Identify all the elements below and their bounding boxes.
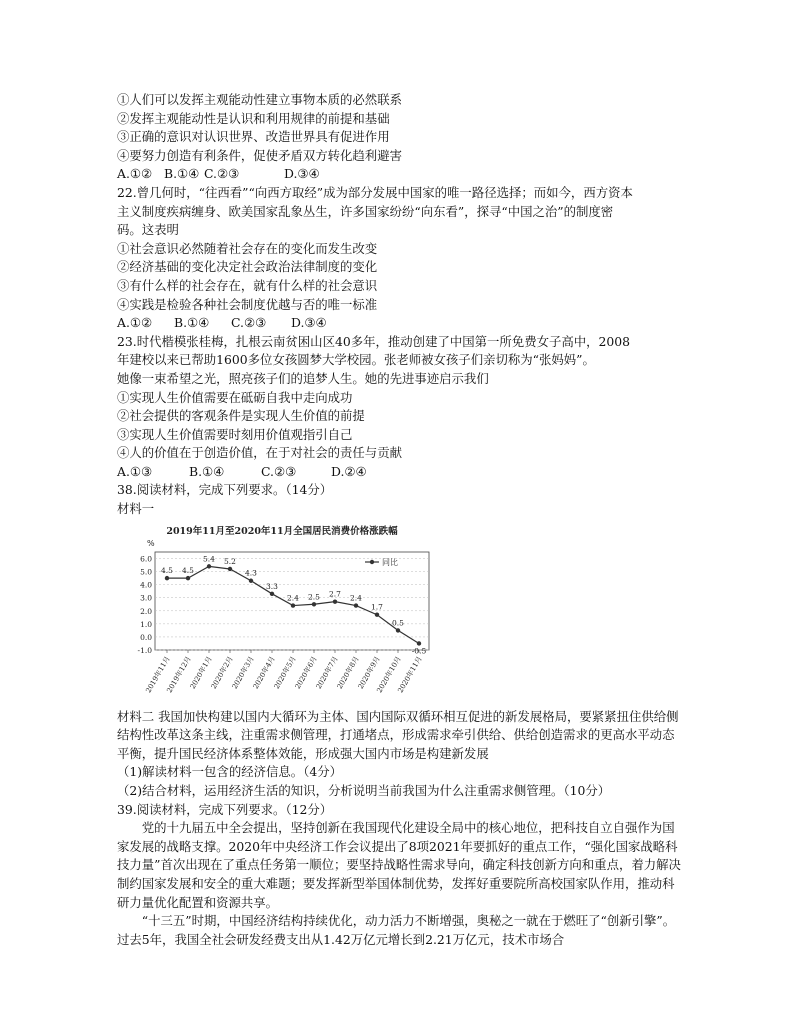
y-tick-label: 6.0 xyxy=(140,554,152,564)
cpi-data-label: 3.3 xyxy=(266,581,278,591)
cpi-data-point xyxy=(375,612,379,616)
cpi-data-point xyxy=(270,591,274,595)
cpi-line-chart xyxy=(117,522,447,702)
x-tick-label: 2020年7月 xyxy=(314,654,340,691)
y-tick-label: 0.0 xyxy=(140,632,152,642)
cpi-data-label: 4.3 xyxy=(245,568,257,578)
cpi-data-point xyxy=(312,602,316,606)
q23-choice-c[interactable]: C.②③ xyxy=(261,463,297,479)
cpi-data-label: 2.7 xyxy=(329,589,341,599)
cpi-data-label: 5.2 xyxy=(224,556,236,566)
q23-choice-a[interactable]: A.①③ xyxy=(117,463,153,479)
q21-choice-b[interactable]: B.①④ xyxy=(164,166,200,182)
q22-choice-a[interactable]: A.①② xyxy=(117,315,153,331)
q22-stem-line-1: 22.曾几何时，“往西看”“向西方取经”成为部分发展中国家的唯一路径选择；而如今，西方资本 xyxy=(117,184,633,200)
cpi-data-label: 0.5 xyxy=(392,618,404,628)
x-tick-label: 2019年11月 xyxy=(144,654,172,694)
chart-title: 2019年11月至2020年11月全国居民消费价格涨跌幅 xyxy=(166,525,398,537)
x-tick-label: 2020年10月 xyxy=(375,654,403,694)
q21-option-1: ①人们可以发挥主观能动性建立事物本质的必然联系 xyxy=(117,92,402,107)
cpi-data-label: 2.4 xyxy=(350,593,362,603)
q21-option-4: ④要努力创造有利条件，促使矛盾双方转化趋利避害 xyxy=(117,147,402,163)
chart-svg xyxy=(117,522,447,702)
q23-stem-line-1: 23.时代楷模张桂梅，扎根云南贫困山区40多年，推动创建了中国第一所免费女子高中，2008 xyxy=(117,333,631,349)
x-tick-label: 2020年5月 xyxy=(272,654,298,691)
legend-label: 同比 xyxy=(382,557,398,567)
cpi-data-label: 1.7 xyxy=(371,602,383,612)
cpi-data-label: -0.5 xyxy=(411,646,427,656)
x-tick-label: 2020年8月 xyxy=(335,654,361,691)
exam-page xyxy=(117,91,682,949)
cpi-data-point xyxy=(249,578,253,582)
cpi-data-point xyxy=(291,603,295,607)
cpi-data-point xyxy=(228,566,232,570)
question-23 xyxy=(117,333,682,482)
q22-choices xyxy=(117,314,682,333)
y-tick-label: 3.0 xyxy=(140,593,152,603)
q23-option-2: ②社会提供的客观条件是实现人生价值的前提 xyxy=(117,408,365,424)
question-39 xyxy=(117,801,682,950)
q22-choice-c[interactable]: C.②③ xyxy=(231,315,267,331)
q21-choice-c[interactable]: C.②③ xyxy=(204,166,240,182)
q21-option-2: ②发挥主观能动性是认识和利用规律的前提和基础 xyxy=(117,110,390,126)
question-21-options xyxy=(117,91,682,184)
cpi-data-point xyxy=(207,564,211,568)
q23-option-3: ③实现人生价值需要时刻用价值观指引自己 xyxy=(117,426,353,442)
q39-heading: 39.阅读材料，完成下列要求。（12分） xyxy=(117,801,333,817)
x-tick-label: 2020年3月 xyxy=(230,654,256,691)
q23-stem-line-3: 她像一束希望之光，照亮孩子们的追梦人生。她的先进事迹启示我们 xyxy=(117,370,489,386)
q38-subquestion-1: （1)解读材料一包含的经济信息。（4分） xyxy=(117,764,343,780)
x-tick-label: 2019年12月 xyxy=(165,654,193,694)
q39-paragraph-1: 党的十九届五中全会提出，坚持创新在我国现代化建设全局中的核心地位，把科技自立自强作为国家发展的战略支撑。2020年中央经济工作会议提出了8项2021年要抓好的重点工作，“强化国家战略科技力量”首次出现在了重点任务第一顺位；要坚持战略性需求导向，确定科技创新方向和重点，着力解决制约国家发展和安全的重大难题；要发挥新型举国体制优势，发挥好重要院所高校国家队作用，推动科研力量优化配置和资源共享。 xyxy=(117,820,681,910)
cpi-data-point xyxy=(186,576,190,580)
q23-choice-d[interactable]: D.②④ xyxy=(331,463,367,479)
q22-stem-line-2: 主义制度疾病缠身、欧美国家乱象丛生，许多国家纷纷“向东看”，探寻“中国之治”的制度密 xyxy=(117,203,614,219)
q38-subquestion-2: （2)结合材料，运用经济生活的知识，分析说明当前我国为什么注重需求侧管理。（10分） xyxy=(117,783,611,799)
q22-option-4: ④实践是检验各种社会制度优越与否的唯一标准 xyxy=(117,296,378,312)
cpi-data-label: 2.5 xyxy=(308,591,320,601)
y-tick-label: 4.0 xyxy=(140,580,152,590)
question-38 xyxy=(117,481,682,800)
q22-choice-b[interactable]: B.①④ xyxy=(174,315,210,331)
q22-stem-line-3: 码。这表明 xyxy=(117,222,179,238)
q23-option-4: ④人的价值在于创造价值，在于对社会的责任与贡献 xyxy=(117,445,402,461)
q21-option-3: ③正确的意识对认识世界、改造世界具有促进作用 xyxy=(117,129,390,145)
cpi-data-point xyxy=(396,628,400,632)
cpi-data-point xyxy=(354,603,358,607)
cpi-data-label: 4.5 xyxy=(161,565,173,575)
q23-option-1: ①实现人生价值需要在砥砺自我中走向成功 xyxy=(117,389,353,405)
q21-choice-a[interactable]: A.①② xyxy=(117,166,153,182)
question-22 xyxy=(117,184,682,333)
q22-option-2: ②经济基础的变化决定社会政治法律制度的变化 xyxy=(117,259,378,275)
q22-choice-d[interactable]: D.③④ xyxy=(291,315,327,331)
y-tick-label: -1.0 xyxy=(137,645,152,655)
q39-paragraph-2: “十三五”时期，中国经济结构持续优化，动力活力不断增强，奥秘之一就在于燃旺了“创新引擎”。过去5年，我国全社会研发经费支出从1.42万亿元增长到2.21万亿元，技术市场合 xyxy=(117,913,676,947)
cpi-data-point xyxy=(165,576,169,580)
material-2-text: 材料二 我国加快构建以国内大循环为主体、国内国际双循环相互促进的新发展格局，要紧紧扭住供给侧结构性改革这条主线，注重需求侧管理，打通堵点，形成需求牵引供给、供给创造需求的更高水平动态平衡，提升国民经济体系整体效能，形成强大国内市场是构建新发展 xyxy=(117,708,679,761)
y-axis-unit: % xyxy=(147,538,155,548)
q38-heading: 38.阅读材料，完成下列要求。（14分） xyxy=(117,482,333,498)
x-tick-label: 2020年4月 xyxy=(251,654,277,691)
q22-option-3: ③有什么样的社会存在，就有什么样的社会意识 xyxy=(117,277,378,293)
q23-stem-line-2: 年建校以来已帮助1600多位女孩圆梦大学校园。张老师被女孩子们亲切称为“张妈妈”。 xyxy=(117,352,595,368)
q21-choice-d[interactable]: D.③④ xyxy=(284,166,320,182)
cpi-data-label: 5.4 xyxy=(203,554,215,564)
x-tick-label: 2020年1月 xyxy=(188,654,214,691)
y-tick-label: 2.0 xyxy=(140,606,152,616)
x-tick-label: 2020年11月 xyxy=(396,654,424,694)
x-tick-label: 2020年9月 xyxy=(356,654,382,691)
x-tick-label: 2020年6月 xyxy=(293,654,319,691)
x-tick-label: 2020年2月 xyxy=(209,654,235,691)
y-tick-label: 1.0 xyxy=(140,619,152,629)
q23-choices xyxy=(117,463,682,482)
chart-legend xyxy=(365,557,398,567)
cpi-data-point xyxy=(333,599,337,603)
cpi-data-point xyxy=(417,641,421,645)
cpi-data-label: 2.4 xyxy=(287,593,299,603)
material-1-label: 材料一 xyxy=(117,501,155,517)
q23-choice-b[interactable]: B.①④ xyxy=(189,463,225,479)
y-tick-label: 5.0 xyxy=(140,567,152,577)
cpi-data-label: 4.5 xyxy=(182,565,194,575)
q22-option-1: ①社会意识必然随着社会存在的变化而发生改变 xyxy=(117,240,378,256)
q21-choices xyxy=(117,165,682,184)
